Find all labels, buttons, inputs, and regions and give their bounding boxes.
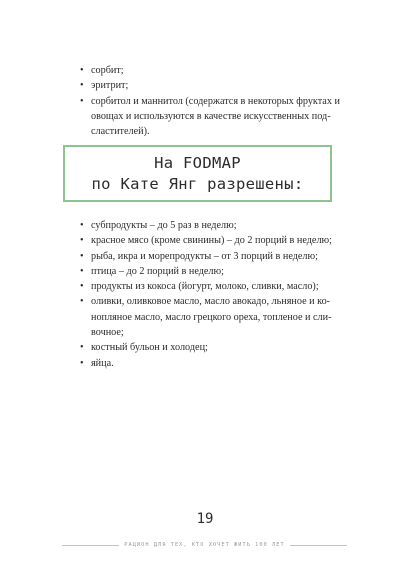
- list-item: • красное мясо (кроме свинины) – до 2 порций в неделю;: [80, 233, 350, 248]
- list-item: • продукты из кокоса (йогурт, молоко, сливки, масло);: [80, 279, 350, 294]
- list-item: • костный бульон и холодец;: [80, 340, 350, 355]
- allowed-foods-list: [80, 218, 350, 371]
- list-item: • сорбит;: [80, 63, 350, 78]
- list-item: • оливки, оливковое масло, масло авокадо, льняное и конопляное масло, масло грецкого ореха, топленое и сливочное;: [80, 294, 350, 340]
- section-heading: [65, 153, 330, 195]
- section-heading-line-1: На FODMAP: [154, 154, 241, 172]
- running-footer: [62, 540, 347, 550]
- footer-title: РАЦИОН ДЛЯ ТЕХ, КТО ХОЧЕТ ЖИТЬ 100 ЛЕТ: [124, 542, 285, 548]
- list-item: • яйца.: [80, 356, 350, 371]
- list-item: • эритрит;: [80, 78, 350, 93]
- section-heading-box: [63, 145, 332, 202]
- list-item: • рыба, икра и морепродукты – от 3 порций в неделю;: [80, 249, 350, 264]
- footer-rule-left: [62, 545, 119, 546]
- sweetener-list: [80, 63, 350, 139]
- list-item: • субпродукты – до 5 раз в неделю;: [80, 218, 350, 233]
- page-number: 19: [196, 511, 214, 527]
- list-item: • птица – до 2 порций в неделю;: [80, 264, 350, 279]
- section-heading-line-2: по Кате Янг разрешены:: [91, 175, 304, 193]
- footer-rule-right: [290, 545, 347, 546]
- list-item: • сорбитол и маннитол (содержатся в некоторых фруктах и овощах и используются в качестве искусственных подсластителей).: [80, 94, 350, 140]
